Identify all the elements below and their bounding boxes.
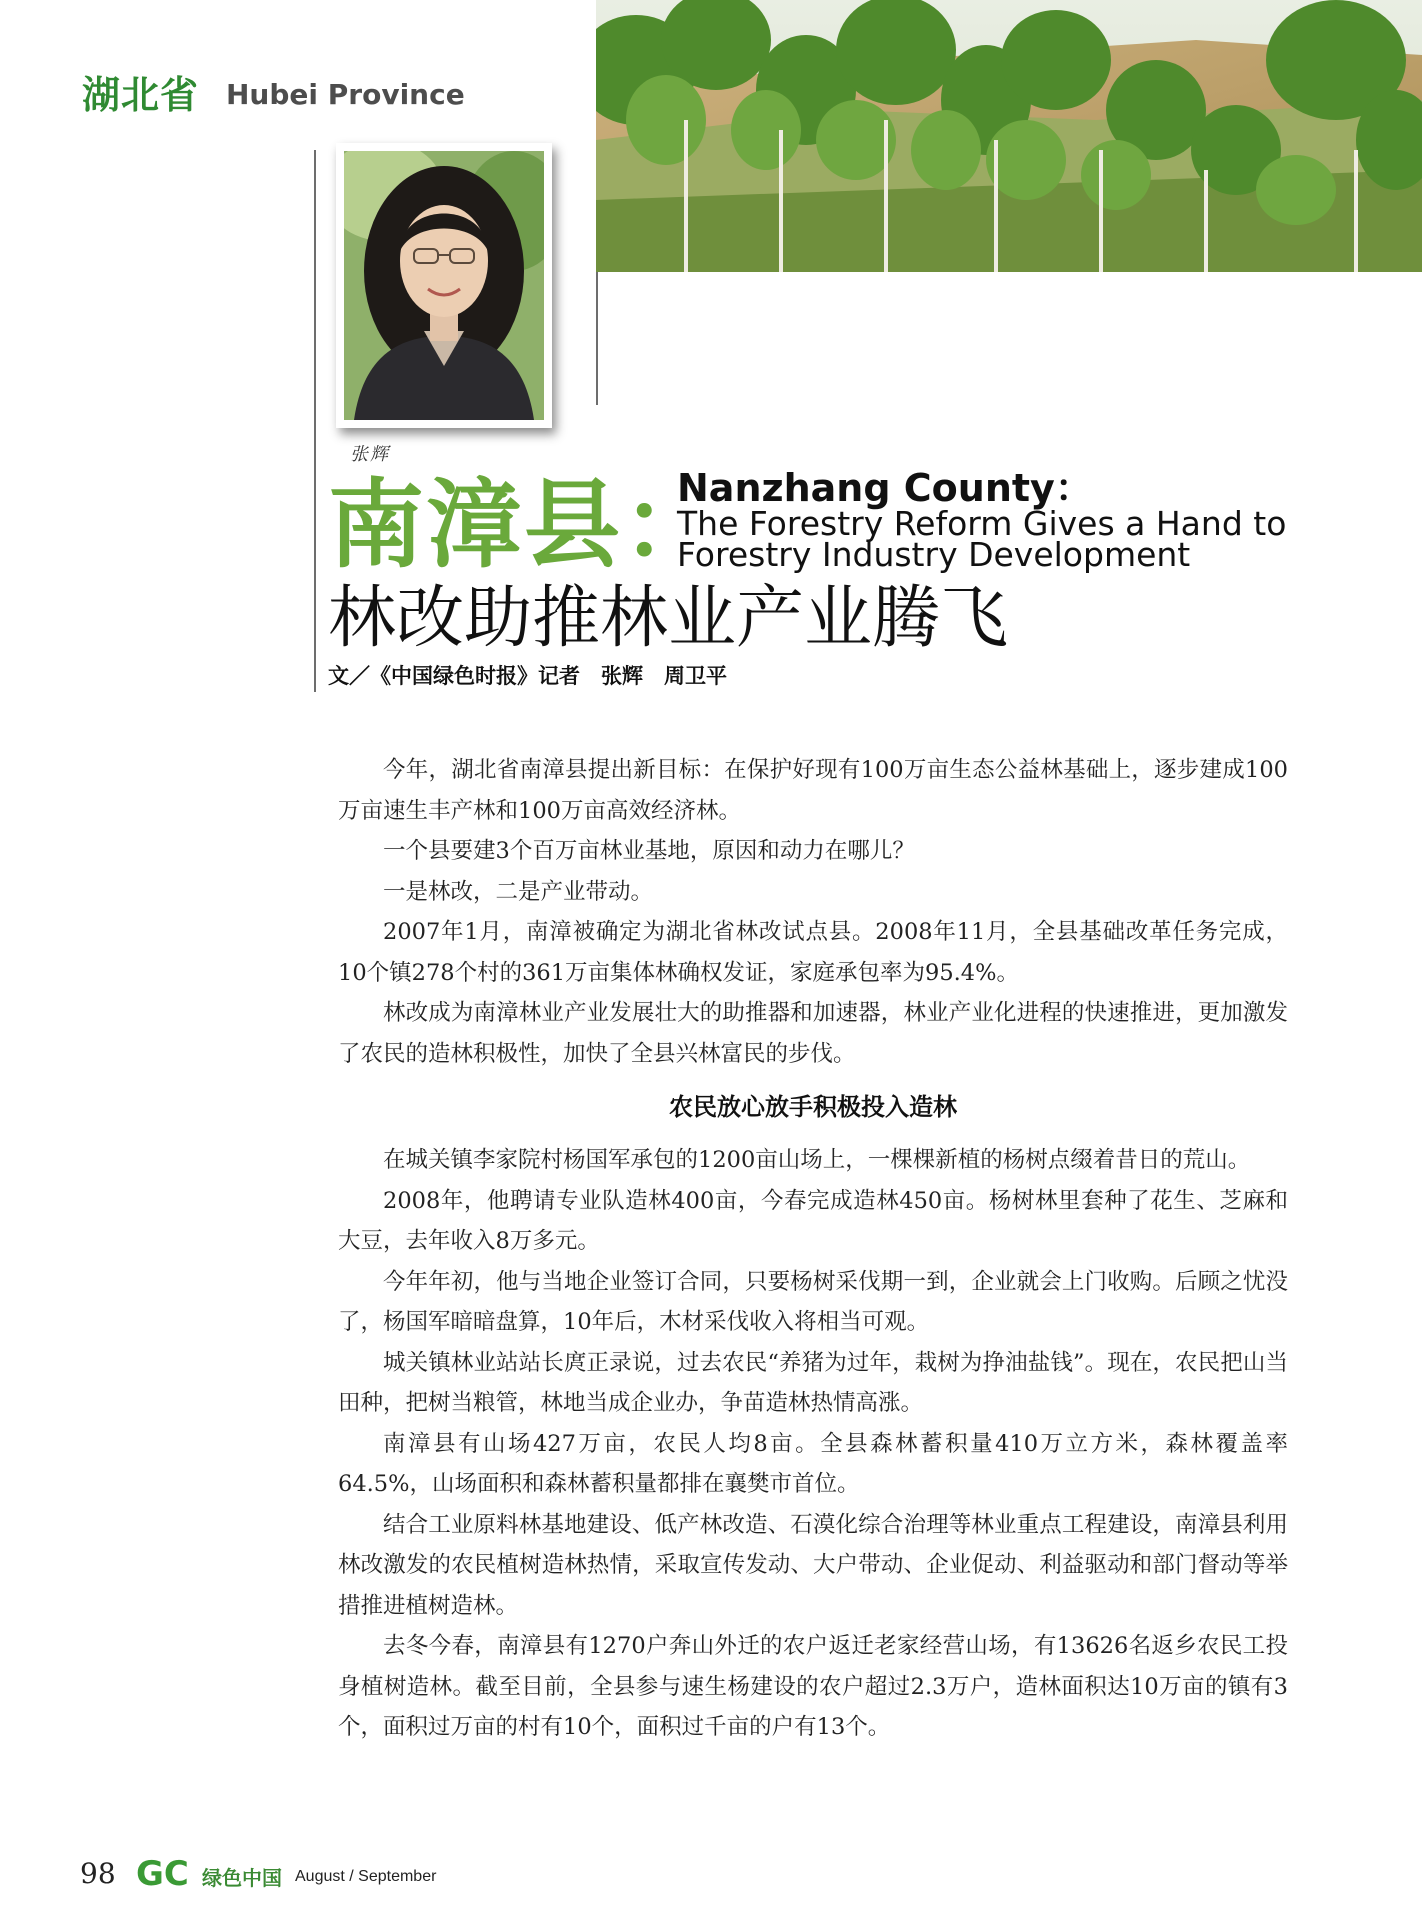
paragraph: 在城关镇李家院村杨国军承包的1200亩山场上，一棵棵新植的杨树点缀着昔日的荒山。: [383, 1147, 1251, 1173]
paragraph: 2008年，他聘请专业队造林400亩，今春完成造林450亩。杨树林里套种了花生、芝麻和大豆，去年收入8万多元。: [338, 1187, 1288, 1254]
issue-label: August / September: [295, 1868, 437, 1885]
section-subheading: 农民放心放手积极投入造林: [669, 1093, 957, 1121]
portrait-illustration: [344, 151, 544, 420]
portrait-photo: [344, 151, 544, 420]
paragraph: 城关镇林业站站长庹正录说，过去农民“养猪为过年，栽树为挣油盐钱”。现在，农民把山当田种，把树当粮管，林地当成企业办，争苗造林热情高涨。: [338, 1349, 1288, 1416]
magazine-name: 绿色中国: [202, 1866, 282, 1890]
paragraph: 一是林改，二是产业带动。: [383, 878, 654, 905]
portrait-caption: 张辉: [350, 444, 390, 465]
author-portrait: [336, 143, 552, 428]
divider-rule: [596, 272, 598, 405]
paragraph: 今年年初，他与当地企业签订合同，只要杨树采伐期一到，企业就会上门收购。后顾之忧没了，杨国军暗暗盘算，10年后，木材采伐收入将相当可观。: [338, 1268, 1288, 1335]
byline: 文／《中国绿色时报》记者 张辉 周卫平: [328, 664, 727, 688]
title-en-line: The Forestry Reform Gives a Hand to: [677, 504, 1287, 543]
title-en-line: Forestry Industry Development: [677, 535, 1191, 574]
paragraph: 今年，湖北省南漳县提出新目标：在保护好现有100万亩生态公益林基础上，逐步建成100万亩速生丰产林和100万亩高效经济林。: [338, 757, 1288, 824]
section-title-cn: 湖北省: [82, 73, 200, 117]
paragraph: 2007年1月，南漳被确定为湖北省林改试点县。2008年11月，全县基础改革任务完成，10个镇278个村的361万亩集体林确权发证，家庭承包率为95.4%。: [338, 919, 1288, 986]
article-body: [338, 750, 1288, 1748]
svg-text:GC: GC: [136, 1854, 189, 1890]
magazine-logo-icon: [136, 1854, 198, 1890]
paragraph: 去冬今春，南漳县有1270户奔山外迁的农户返迁老家经营山场，有13626名返乡农民工投身植树造林。截至目前，全县参与速生杨建设的农户超过2.3万户，造林面积达10万亩的镇有3个，面积过万亩的村有10个，面积过千亩的户有13个。: [338, 1633, 1288, 1740]
section-title-en: Hubei Province: [226, 78, 465, 111]
paragraph: 结合工业原料林基地建设、低产林改造、石漠化综合治理等林业重点工程建设，南漳县利用林改激发的农民植树造林热情，采取宣传发动、大户带动、企业促动、利益驱动和部门督动等举措推进植树造林。: [338, 1511, 1288, 1619]
page-number: 98: [80, 1857, 116, 1890]
divider-rule: [314, 150, 316, 692]
title-en-line: Nanzhang County：: [677, 466, 1093, 510]
paragraph: 林改成为南漳林业产业发展壮大的助推器和加速器，林业产业化进程的快速推进，更加激发了农民的造林积极性，加快了全县兴林富民的步伐。: [338, 1000, 1288, 1067]
title-cn-main: 南漳县：: [328, 469, 720, 581]
forest-photo: [596, 0, 1422, 272]
paragraph: 南漳县有山场427万亩，农民人均8亩。全县森林蓄积量410万立方米，森林覆盖率64.5%，山场面积和森林蓄积量都排在襄樊市首位。: [338, 1430, 1288, 1497]
title-cn-subtitle: 林改助推林业产业腾飞: [328, 579, 1009, 658]
forest-illustration: [596, 0, 1422, 272]
paragraph: 一个县要建3个百万亩林业基地，原因和动力在哪儿？: [383, 838, 915, 864]
